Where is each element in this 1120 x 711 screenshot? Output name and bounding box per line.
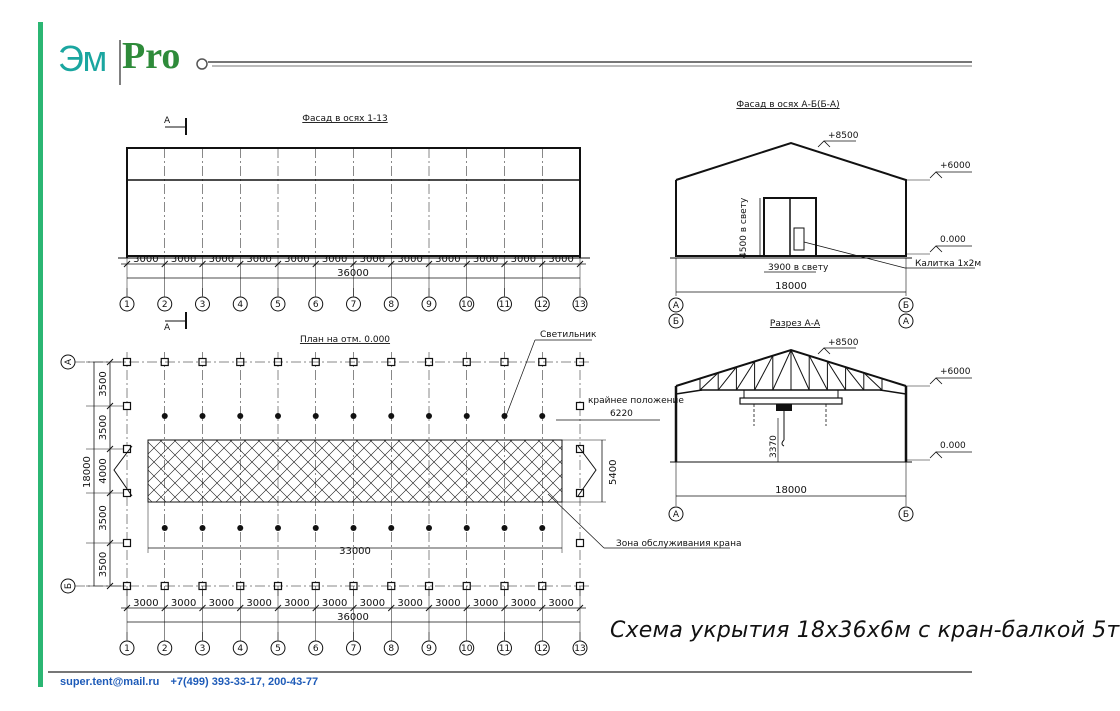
lamp (502, 525, 508, 531)
facade-1-13 (118, 114, 590, 333)
section-width: 18000 (775, 485, 807, 496)
axis-label: 11 (498, 300, 511, 310)
axis-label: 7 (350, 644, 357, 654)
lamp-leader (506, 340, 535, 416)
truss-knee-left (676, 390, 702, 394)
crane-beam (740, 398, 842, 404)
lamp (426, 413, 432, 419)
wicket-label: Калитка 1х2м (915, 259, 982, 269)
lamp-label: Светильник (540, 330, 597, 340)
ground-level: 0.000 (940, 235, 966, 245)
lamp (313, 525, 319, 531)
facade-a-b-width: 18000 (775, 281, 807, 292)
axis-label: 13 (574, 644, 586, 654)
lamp (502, 413, 508, 419)
axis-label: 8 (388, 300, 395, 310)
lamp (464, 413, 470, 419)
column (124, 403, 131, 410)
axis-label: 3 (199, 644, 206, 654)
axis-label: 10 (461, 300, 473, 310)
span-dim: 3000 (397, 598, 423, 609)
crane-hoist (776, 404, 792, 411)
span-dim: 3000 (472, 598, 499, 609)
facade-a-b-outline (676, 143, 906, 256)
axis-label: Б (672, 317, 680, 327)
drawing-title: Схема укрытия 18х36х6м с кран-балкой 5т (610, 618, 1120, 643)
axis-label: 6 (312, 300, 319, 310)
axis-label: 12 (536, 300, 548, 310)
facade-axis-lines (127, 148, 580, 258)
span-dim: 3000 (359, 598, 386, 609)
span-dim: 3000 (246, 254, 272, 265)
span-dim: 3000 (510, 254, 537, 265)
facade-total-dim: 36000 (337, 268, 369, 279)
axis-label: 4 (237, 644, 244, 654)
row-dim: 3500 (98, 505, 109, 531)
row-dim: 4000 (98, 458, 109, 484)
column (577, 540, 584, 547)
axis-label: А (672, 301, 680, 311)
footer-phones: +7(499) 393-33-17, 200-43-77 (170, 676, 319, 688)
level-mark (818, 348, 830, 354)
lamp (351, 525, 357, 531)
truss-diagonal (773, 350, 791, 390)
zone-width: 5400 (608, 459, 619, 485)
row-dim: 3500 (98, 414, 109, 441)
hook-height: 3370 (769, 435, 779, 458)
section-ground-level: 0.000 (940, 441, 966, 451)
truss-diagonal (791, 350, 809, 390)
logo-pro: Pro (122, 35, 181, 77)
span-dim: 3000 (321, 254, 348, 265)
facade-a-b (669, 100, 981, 328)
axis-label: 1 (124, 300, 130, 310)
section-mark-bottom-label: А (164, 323, 171, 333)
facade-a-b-title: Фасад в осях А-Б(Б-А) (736, 100, 840, 110)
span-dim: 3000 (359, 254, 386, 265)
section-title: Разрез А-А (769, 319, 821, 329)
crane-hook (782, 440, 784, 446)
zone-label: Зона обслуживания крана (616, 539, 742, 549)
span-dim: 3000 (284, 254, 310, 265)
lamp (200, 413, 206, 419)
span-dim: 3000 (321, 598, 348, 609)
axis-label: 2 (161, 644, 168, 654)
lamp (200, 525, 206, 531)
crane-hook-right (578, 446, 596, 496)
axis-label: 10 (461, 644, 473, 654)
header-rule-dot (197, 59, 207, 69)
span-dim: 3000 (510, 598, 537, 609)
crane-hook-left (114, 446, 132, 496)
crane-zone (148, 440, 562, 502)
wicket-door (794, 228, 804, 250)
column (577, 403, 584, 410)
span-dim: 3000 (170, 254, 197, 265)
span-dim: 3000 (435, 598, 461, 609)
span-dim: 3000 (397, 254, 423, 265)
lamp (162, 413, 168, 419)
lamp (275, 413, 281, 419)
span-dim: 3000 (435, 254, 461, 265)
lamp (275, 525, 281, 531)
axis-label: 8 (388, 644, 395, 654)
axis-label: Б (902, 301, 910, 311)
span-dim: 3000 (208, 254, 235, 265)
lamp (351, 413, 357, 419)
footer-email[interactable]: super.tent@mail.ru (60, 676, 160, 688)
axis-label: Б (902, 510, 910, 520)
plan-title: План на отм. 0.000 (299, 335, 391, 345)
level-mark (930, 246, 942, 252)
axis-label: 7 (350, 300, 357, 310)
plan-total-width: 18000 (82, 456, 93, 488)
axis-label: 3 (199, 300, 206, 310)
axis-label: 4 (237, 300, 244, 310)
span-dim: 3000 (284, 598, 310, 609)
facade-axis-markers (120, 288, 587, 311)
span-dim: 3000 (133, 254, 159, 265)
lamp (162, 525, 168, 531)
zone-length: 33000 (339, 546, 371, 557)
span-dim: 3000 (472, 254, 499, 265)
axis-label: 13 (574, 300, 586, 310)
axis-label: 5 (275, 644, 281, 654)
span-dim: 3000 (246, 598, 272, 609)
lamp (237, 413, 243, 419)
span-dim: 3000 (548, 254, 574, 265)
level-mark (818, 141, 830, 147)
ridge-level: +8500 (828, 131, 859, 141)
section-eave-level: +6000 (940, 367, 971, 377)
axis-label: А (672, 510, 680, 520)
plan-axis-markers (120, 632, 587, 655)
axis-label: 9 (426, 644, 432, 654)
lamp (313, 413, 319, 419)
row-dim: 3500 (98, 371, 109, 397)
lamp (426, 525, 432, 531)
row-dim: 3500 (98, 551, 109, 578)
column (124, 540, 131, 547)
axis-label: А (902, 317, 910, 327)
lamp (539, 525, 545, 531)
door-height-dim: 4500 в свету (739, 197, 749, 258)
level-mark (930, 172, 942, 178)
axis-label: 2 (161, 300, 168, 310)
span-dim: 3000 (133, 598, 159, 609)
footer-contacts (60, 676, 326, 688)
lamp (237, 525, 243, 531)
crane-position-label: крайнее положение (588, 396, 684, 406)
axis-label: 1 (124, 644, 130, 654)
axis-label-b: Б (64, 582, 74, 590)
section-a-a (669, 319, 972, 521)
lamp (464, 525, 470, 531)
span-dim: 3000 (208, 598, 235, 609)
span-dim: 3000 (170, 598, 197, 609)
axis-label: 6 (312, 644, 319, 654)
plan-total-dim: 36000 (337, 612, 369, 623)
logo-em: Эм (58, 38, 107, 79)
axis-label: 5 (275, 300, 281, 310)
section-mark-top-label: А (164, 116, 171, 126)
crane-position-dim: 6220 (610, 409, 633, 419)
eave-level: +6000 (940, 161, 971, 171)
truss-knee-right (880, 390, 906, 394)
door-width-dim: 3900 в свету (768, 263, 829, 273)
axis-label: 11 (498, 644, 511, 654)
section-ridge-level: +8500 (828, 338, 859, 348)
level-mark (930, 452, 942, 458)
facade-1-13-title: Фасад в осях 1-13 (302, 114, 388, 124)
axis-label-a: А (64, 358, 74, 366)
axis-label: 9 (426, 300, 432, 310)
span-dim: 3000 (548, 598, 574, 609)
accent-bar (38, 22, 43, 687)
level-mark (930, 378, 942, 384)
lamp (388, 413, 394, 419)
lamp (388, 525, 394, 531)
lamp (539, 413, 545, 419)
axis-label: 12 (536, 644, 548, 654)
floor-plan (61, 330, 741, 655)
